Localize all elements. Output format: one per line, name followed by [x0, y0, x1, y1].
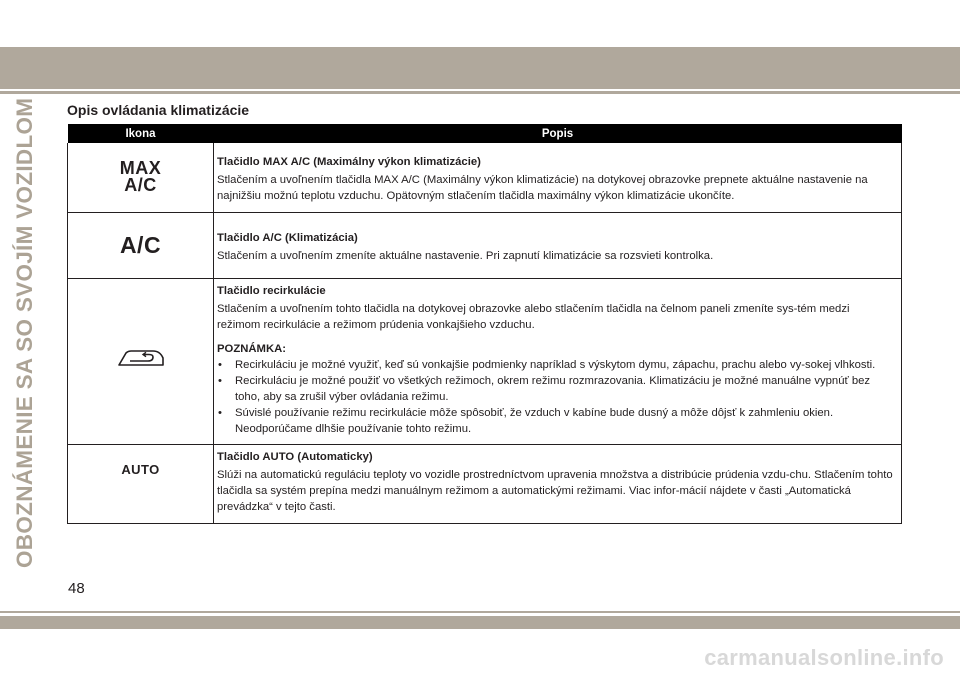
column-header-description: Popis	[214, 124, 902, 143]
column-header-icon: Ikona	[68, 124, 214, 143]
page-number: 48	[68, 580, 85, 597]
row-body: Stlačením a uvoľnením tohto tlačidla na dotykovej obrazovke alebo stlačením tlačidla na čelnom paneli zmeníte sys-tém medzi režimom recirkulácie a režimom prúdenia vonkajšieho vzduchu.	[217, 302, 850, 331]
note-bullet: • Súvislé používanie režimu recirkulácie môže spôsobiť, že vzduch v kabíne bude dusný a môže dôjsť k zahmleniu okien. Neodporúčame dlhšie používanie tohto režimu.	[217, 405, 895, 437]
table-row-max-ac	[68, 143, 902, 212]
icon-cell-ac	[68, 212, 214, 278]
row-body: Slúži na automatickú reguláciu teploty vo vozidle prostredníctvom upravenia množstva a distribúcie prúdenia vzdu-chu. Stlačením tohto tlačidla sa systém prepína medzi manuálnym režimom a automatickými režimami. Viac infor-mácií nájdete v časti „Automatická prevádzka“ v tejto časti.	[217, 468, 893, 513]
description-cell-max-ac	[214, 143, 902, 212]
description-cell-recirculation	[214, 278, 902, 444]
table-row-ac	[68, 212, 902, 278]
top-decorative-band	[0, 47, 960, 89]
bottom-decorative-band	[0, 616, 960, 629]
note-bullet: • Recirkuláciu je možné použiť vo všetkých režimoch, okrem režimu rozmrazovania. Klimatizáciu je možné manuálne vypnúť bez toho, aby sa zrušil výber ovládania režimu.	[217, 373, 895, 405]
description-cell-auto	[214, 444, 902, 523]
ac-icon: A/C	[119, 232, 162, 258]
table-row-recirculation	[68, 278, 902, 444]
bottom-decorative-line	[0, 611, 960, 613]
row-body: Stlačením a uvoľnením tlačidla MAX A/C (Maximálny výkon klimatizácie) na dotykovej obrazovke prepnete aktuálne nastavenie na najnižšiu možnú teplotu vzduchu. Opätovným stlačením tlačidla maximálny výkon klimatizácie ukončíte.	[217, 174, 868, 202]
top-decorative-line	[0, 91, 960, 94]
section-heading: Opis ovládania klimatizácie	[67, 102, 250, 118]
note-label: POZNÁMKA:	[217, 342, 287, 355]
recirculation-icon	[116, 348, 166, 370]
climate-controls-table	[67, 124, 902, 524]
table-row-auto	[68, 444, 902, 523]
max-ac-icon	[68, 160, 213, 194]
row-title: Tlačidlo AUTO (Automaticky)	[217, 450, 373, 463]
table-header-row	[68, 124, 902, 143]
row-title: Tlačidlo recirkulácie	[217, 284, 326, 297]
row-body: Stlačením a uvoľnením zmeníte aktuálne nastavenie. Pri zapnutí klimatizácie sa rozsvieti kontrolka.	[217, 249, 714, 262]
watermark-text: carmanualsonline.info	[704, 645, 944, 670]
max-ac-icon-line2: A/C	[124, 175, 157, 196]
icon-cell-recirculation	[68, 278, 214, 444]
description-cell-ac	[214, 212, 902, 278]
max-ac-icon-line1: MAX	[119, 158, 162, 179]
icon-cell-max-ac	[68, 143, 214, 212]
row-title: Tlačidlo MAX A/C (Maximálny výkon klimatizácie)	[217, 156, 481, 168]
icon-cell-auto	[68, 444, 214, 523]
vertical-section-title: OBOZNÁMENIE SA SO SVOJÍM VOZIDLOM	[12, 97, 37, 568]
note-bullet-list	[217, 357, 895, 437]
row-title: Tlačidlo A/C (Klimatizácia)	[217, 231, 358, 244]
note-bullet: • Recirkuláciu je možné využiť, keď sú vonkajšie podmienky napríklad s výskytom dymu, zápachu, prachu alebo vy-sokej vlhkosti.	[217, 357, 895, 373]
auto-icon: AUTO	[121, 461, 160, 477]
